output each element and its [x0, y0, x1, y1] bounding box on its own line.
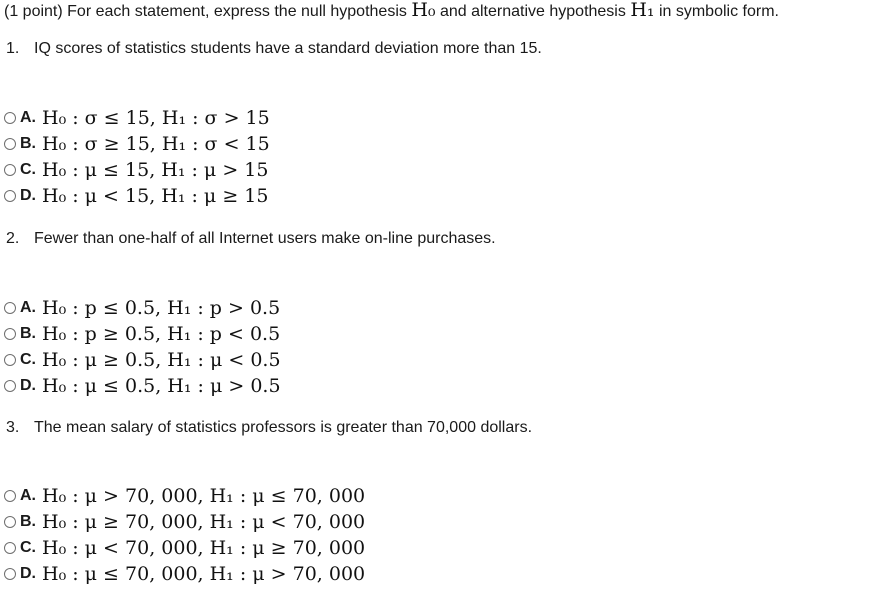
q3-option-d[interactable] [4, 562, 365, 586]
radio-button[interactable] [4, 328, 16, 340]
radio-button[interactable] [4, 516, 16, 528]
option-letter: D. [20, 565, 36, 582]
q2-option-d[interactable] [4, 374, 281, 398]
option-math: H₀ : μ ≥ 0.5, H₁ : μ < 0.5 [42, 349, 281, 371]
option-math: H₀ : μ ≤ 70, 000, H₁ : μ > 70, 000 [42, 563, 366, 585]
q1-option-a[interactable] [4, 106, 270, 130]
option-letter: A. [20, 109, 36, 126]
radio-button[interactable] [4, 490, 16, 502]
radio-button[interactable] [4, 568, 16, 580]
option-letter: A. [20, 299, 36, 316]
header-h0: H₀ [411, 0, 436, 21]
q1-option-d[interactable] [4, 184, 268, 208]
option-letter: D. [20, 187, 36, 204]
question-number: 2. [6, 230, 20, 247]
header-middle: and alternative hypothesis [435, 3, 631, 20]
question-3-text [6, 419, 532, 437]
option-math: H₀ : μ > 70, 000, H₁ : μ ≤ 70, 000 [42, 485, 366, 507]
q3-option-c[interactable] [4, 536, 365, 560]
question-number: 3. [6, 419, 20, 436]
option-math: H₀ : p ≥ 0.5, H₁ : p < 0.5 [42, 323, 281, 345]
option-letter: B. [20, 135, 36, 152]
q3-option-b[interactable] [4, 510, 365, 534]
question-statement: The mean salary of statistics professors is greater than 70,000 dollars. [34, 419, 533, 436]
header-suffix: in symbolic form. [654, 3, 779, 20]
question-statement: Fewer than one-half of all Internet users make on-line purchases. [34, 230, 496, 247]
q1-option-c[interactable] [4, 158, 268, 182]
question-1-text [6, 40, 542, 58]
header-prefix: (1 point) For each statement, express the null hypothesis [4, 3, 412, 20]
option-letter: C. [20, 161, 36, 178]
question-number: 1. [6, 40, 20, 57]
option-math: H₀ : μ ≤ 15, H₁ : μ > 15 [42, 159, 269, 181]
option-math: H₀ : σ ≥ 15, H₁ : σ < 15 [42, 133, 270, 155]
option-letter: A. [20, 487, 36, 504]
radio-button[interactable] [4, 190, 16, 202]
option-letter: B. [20, 513, 36, 530]
q2-option-c[interactable] [4, 348, 281, 372]
option-math: H₀ : σ ≤ 15, H₁ : σ > 15 [42, 107, 270, 129]
option-math: H₀ : μ ≥ 70, 000, H₁ : μ < 70, 000 [42, 511, 366, 533]
radio-button[interactable] [4, 380, 16, 392]
option-letter: B. [20, 325, 36, 342]
option-letter: D. [20, 377, 36, 394]
header-h1: H₁ [630, 0, 655, 21]
option-math: H₀ : p ≤ 0.5, H₁ : p > 0.5 [42, 297, 281, 319]
q2-option-a[interactable] [4, 296, 280, 320]
q1-option-b[interactable] [4, 132, 270, 156]
radio-button[interactable] [4, 138, 16, 150]
question-statement: IQ scores of statistics students have a standard deviation more than 15. [34, 40, 542, 57]
radio-button[interactable] [4, 542, 16, 554]
radio-button[interactable] [4, 302, 16, 314]
problem-header [4, 0, 779, 21]
radio-button[interactable] [4, 354, 16, 366]
option-letter: C. [20, 351, 36, 368]
option-math: H₀ : μ < 15, H₁ : μ ≥ 15 [42, 185, 269, 207]
question-2-text [6, 230, 496, 248]
option-letter: C. [20, 539, 36, 556]
q2-option-b[interactable] [4, 322, 280, 346]
radio-button[interactable] [4, 164, 16, 176]
option-math: H₀ : μ < 70, 000, H₁ : μ ≥ 70, 000 [42, 537, 366, 559]
radio-button[interactable] [4, 112, 16, 124]
option-math: H₀ : μ ≤ 0.5, H₁ : μ > 0.5 [42, 375, 281, 397]
q3-option-a[interactable] [4, 484, 365, 508]
